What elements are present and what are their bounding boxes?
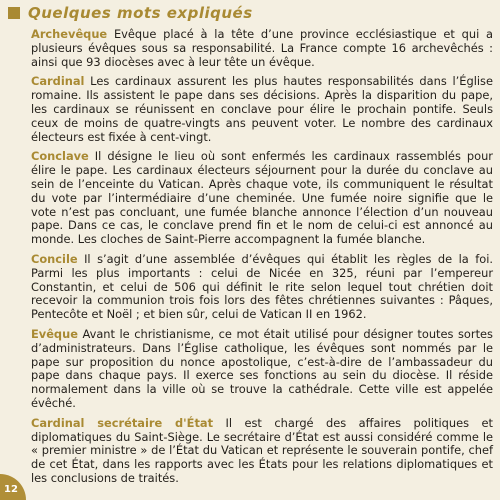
glossary [31, 28, 493, 492]
section-header [8, 2, 253, 24]
glossary-term: Cardinal secrétaire d'État [31, 415, 214, 430]
glossary-entry-cardinal [31, 75, 493, 144]
glossary-entry-archeveque [31, 28, 493, 69]
glossary-entry-concile [31, 253, 493, 322]
glossary-entry-cardinal-secretaire [31, 417, 493, 486]
page-number-badge [0, 474, 26, 500]
page-number: 12 [4, 484, 18, 495]
glossary-term: Cardinal [31, 74, 85, 89]
glossary-definition: Evêque placé à la tête d’une province ecclésiastique et qui a plusieurs évêques sous sa responsabilité. La France compte 16 archevêchés : ainsi que 93 diocèses avec à leur tête un évêque. [31, 27, 493, 69]
glossary-entry-eveque [31, 328, 493, 411]
glossary-term: Archevêque [31, 27, 108, 41]
glossary-definition: Il est chargé des affaires politiques et diplomatiques du Saint-Siège. Le secrétaire d’État est aussi considéré comme le « premier ministre » de l’État du Vatican et représente le souverain pontife, chef de cet État, dans les rapports avec les États pour les relations diplomatiques et les conclusions de traités. [31, 415, 493, 485]
glossary-term: Concile [31, 251, 78, 266]
glossary-definition: Il s’agit d’une assemblée d’évêques qui établit les règles de la foi. Parmi les plus importants : celui de Nicée en 325, réuni par l’empereur Constantin, et celui de 506 qui définit le rite selon lequel tout chrétien doit recevoir la communion trois fois lors des fêtes chrétiennes suivantes : Pâques, Pentecôte et Noël ; et bien sûr, celui de Vatican II en 1962. [31, 251, 493, 322]
section-title: Quelques mots expliqués [28, 4, 253, 22]
glossary-term: Evêque [31, 326, 78, 341]
glossary-definition: Les cardinaux assurent les plus hautes responsabilités dans l’Église romaine. Ils assistent le pape dans ses décisions. Après la disparition du pape, les cardinaux se réunissent en conclave pour élire le prochain pontife. Seuls ceux de moins de quatre-vingts ans peuvent voter. Le nombre des cardinaux électeurs est fixée à cent-vingt. [31, 74, 493, 144]
glossary-definition: Avant le christianisme, ce mot était utilisé pour désigner toutes sortes d’administrateurs. Dans l’Église catholique, les évêques sont nommés par le pape sur proposition du nonce apostolique, c’est-à-dire de l’ambassadeur du pape dans chaque pays. Il exerce ses fonctions au sein du diocèse. Il réside normalement dans la ville où se trouve la cathédrale. Cette ville est appelée évêché. [31, 326, 493, 410]
glossary-term: Conclave [31, 149, 89, 164]
glossary-definition: Il désigne le lieu où sont enfermés les cardinaux rassemblés pour élire le pape. Les cardinaux électeurs séjournent pour la durée du conclave au sein de l’enceinte du Vatican. Après chaque vote, ils communiquent le résultat du vote par l’intermédiaire d’une cheminée. Une fumée noire signifie que le vote n’est pas concluant, une fumée blanche annonce l’élection d’un nouveau pape. Dans ce cas, le conclave prend fin et le nom de celui-ci est annoncé au monde. Les cloches de Saint-Pierre accompagnent la fumée blanche. [31, 149, 493, 247]
glossary-entry-conclave [31, 150, 493, 247]
square-bullet-icon [8, 7, 20, 19]
